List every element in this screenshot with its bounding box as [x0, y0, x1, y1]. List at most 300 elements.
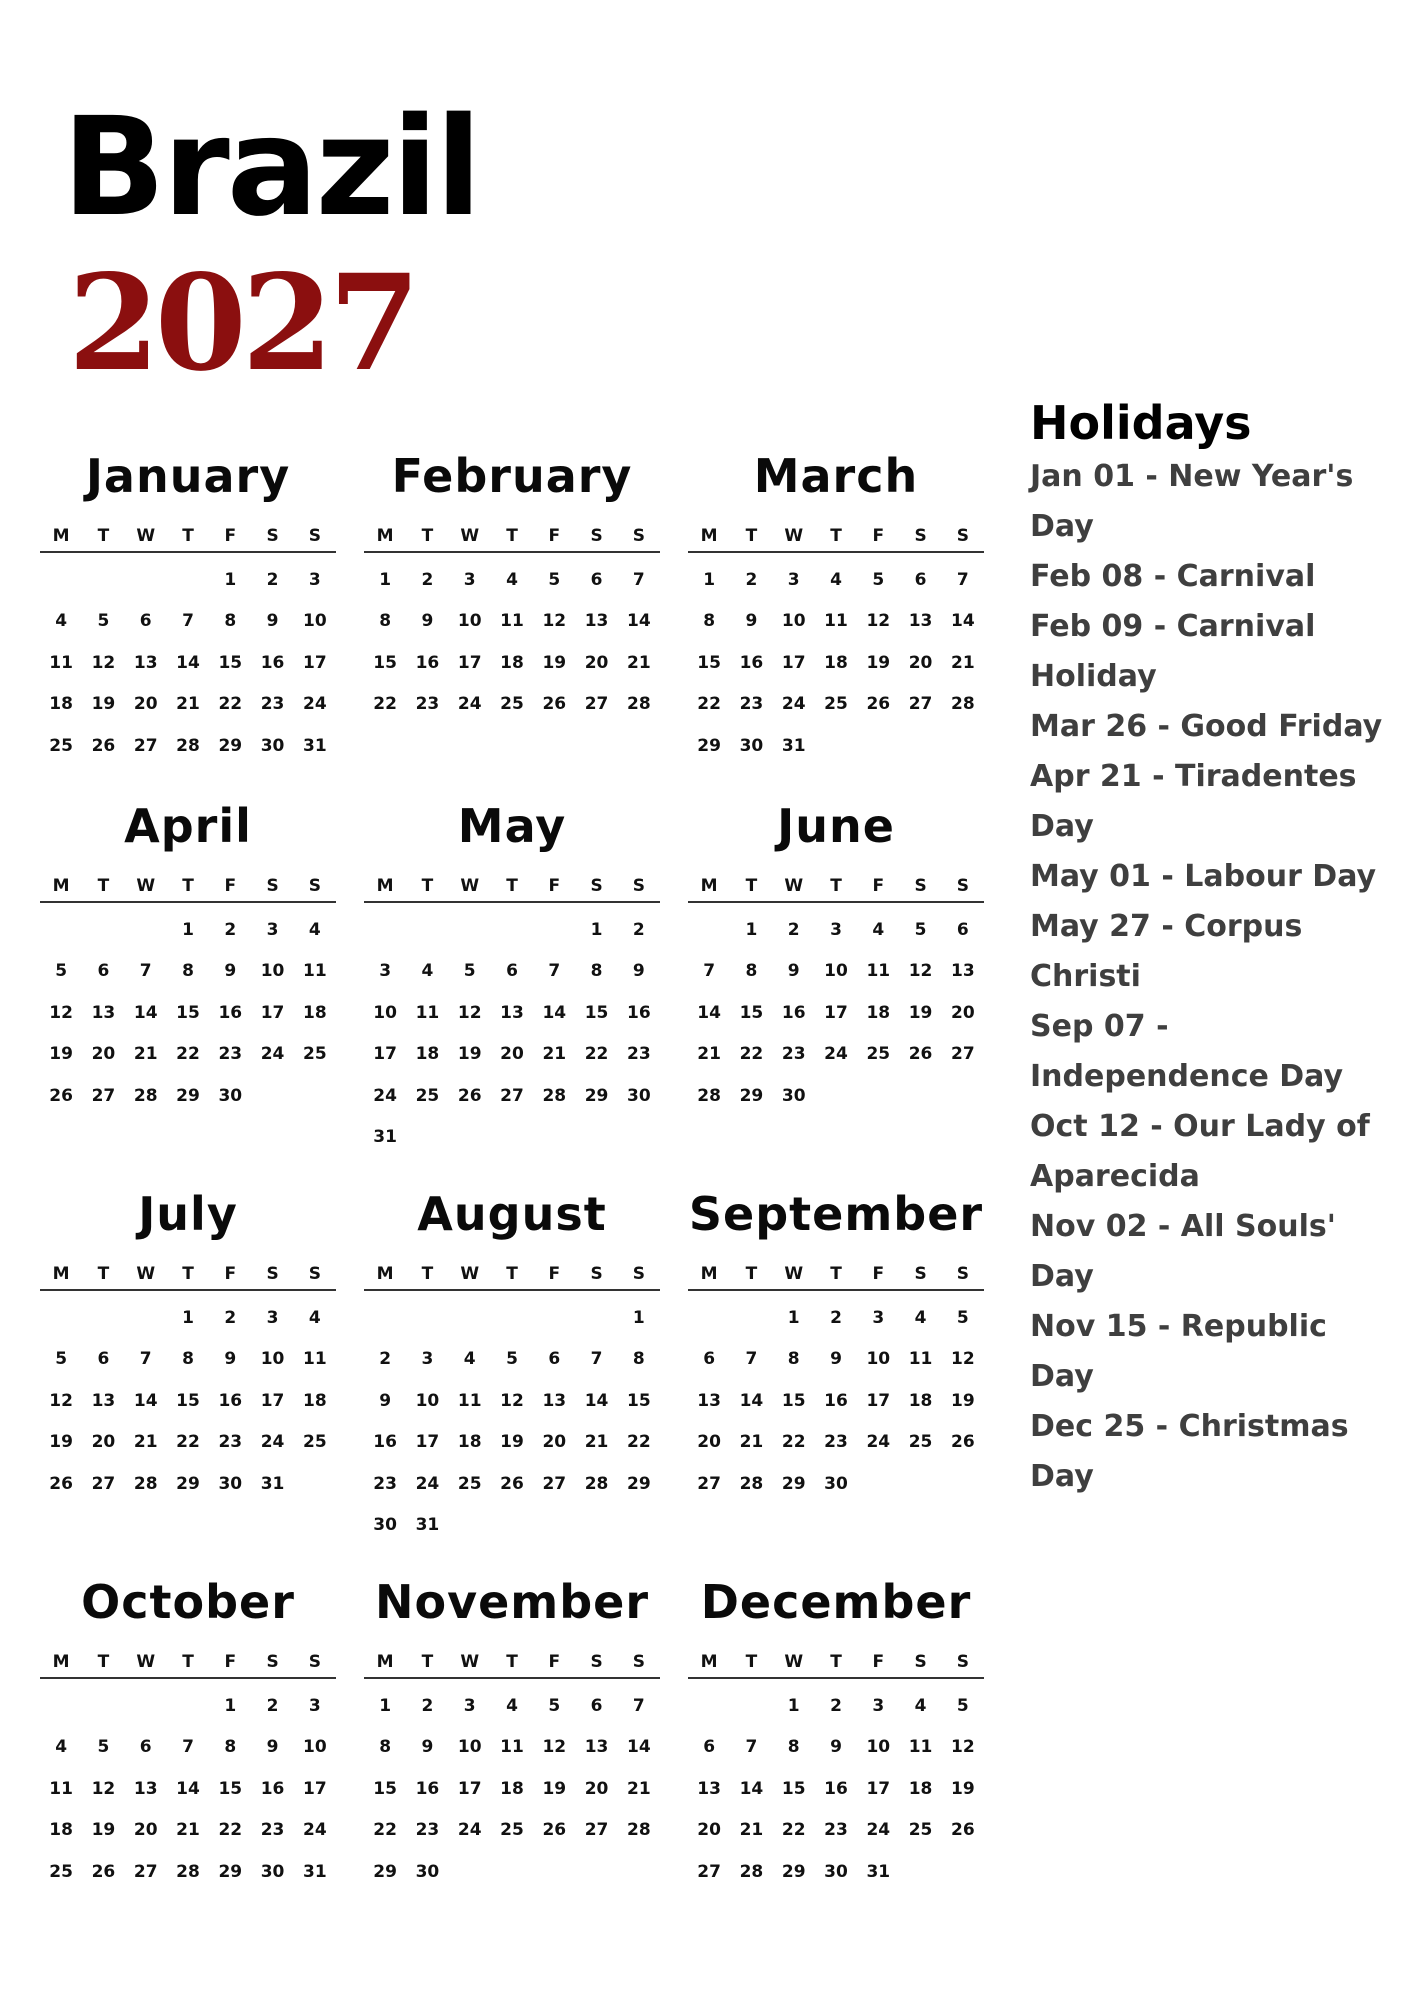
day-cell: 26 [542, 694, 567, 715]
holiday-item: May 01 - Labour Day [1030, 859, 1377, 894]
weekday-header [364, 871, 660, 903]
day-cell: 6 [548, 1349, 561, 1370]
day-cell: 17 [866, 1390, 891, 1411]
day-cell: 24 [781, 694, 806, 715]
weekday-label: S [956, 1652, 969, 1672]
day-cell: 1 [590, 919, 603, 940]
day-cell: 6 [139, 1737, 152, 1758]
day-cell: 15 [373, 1778, 397, 1799]
day-grid [364, 559, 660, 725]
day-cell: 26 [91, 1861, 116, 1882]
day-cell: 31 [373, 1127, 397, 1148]
month-november [364, 1571, 660, 1891]
day-cell: 5 [97, 1737, 110, 1758]
day-cell: 11 [908, 1737, 933, 1758]
day-cell: 21 [584, 1432, 609, 1453]
day-grid [40, 559, 336, 767]
day-cell: 27 [542, 1473, 567, 1494]
day-cell: 2 [224, 1307, 237, 1328]
day-cell: 3 [266, 1307, 279, 1328]
weekday-label: S [266, 1652, 279, 1672]
day-cell: 31 [260, 1473, 285, 1494]
weekday-label: F [548, 876, 561, 896]
month-january [40, 445, 336, 795]
weekday-label: M [376, 876, 394, 896]
day-cell: 25 [866, 1044, 891, 1065]
day-cell: 9 [421, 611, 434, 632]
day-cell: 19 [951, 1778, 975, 1799]
day-cell: 10 [373, 1002, 397, 1023]
day-cell: 29 [697, 735, 721, 756]
day-cell: 20 [584, 652, 609, 673]
weekday-label: T [97, 1264, 110, 1284]
day-cell: 6 [97, 961, 110, 982]
weekday-header [40, 521, 336, 553]
day-cell: 13 [133, 1778, 158, 1799]
day-cell: 30 [218, 1473, 243, 1494]
weekday-header [40, 1647, 336, 1679]
day-cell: 8 [703, 611, 716, 632]
weekday-label: M [700, 1264, 718, 1284]
day-cell: 5 [97, 611, 110, 632]
day-cell: 15 [781, 1390, 806, 1411]
day-cell: 23 [218, 1432, 243, 1453]
weekday-label: S [956, 876, 969, 896]
day-cell: 14 [627, 611, 651, 632]
day-cell: 29 [781, 1473, 806, 1494]
day-cell: 14 [739, 1390, 764, 1411]
day-cell: 25 [303, 1044, 327, 1065]
day-cell: 27 [133, 1861, 158, 1882]
weekday-label: S [266, 1264, 279, 1284]
weekday-label: S [632, 1652, 645, 1672]
day-cell: 8 [745, 961, 758, 982]
day-cell: 7 [548, 961, 561, 982]
day-cell: 4 [308, 1307, 321, 1328]
weekday-label: T [97, 526, 110, 546]
day-cell: 24 [457, 1820, 482, 1841]
day-cell: 10 [260, 1349, 285, 1370]
day-cell: 14 [133, 1390, 158, 1411]
day-cell: 1 [224, 1695, 237, 1716]
weekday-label: S [590, 1652, 603, 1672]
day-cell: 8 [590, 961, 603, 982]
day-cell: 6 [97, 1349, 110, 1370]
day-cell: 2 [266, 569, 279, 590]
day-cell: 22 [176, 1044, 200, 1065]
day-cell: 31 [866, 1861, 891, 1882]
day-cell: 12 [908, 961, 933, 982]
holiday-item: Jan 01 - New Year's Day [1030, 459, 1354, 544]
day-cell: 7 [139, 1349, 152, 1370]
weekday-label: W [136, 1652, 156, 1672]
day-grid [40, 1297, 336, 1505]
day-cell: 10 [457, 1737, 482, 1758]
day-cell: 21 [739, 1432, 764, 1453]
day-cell: 7 [703, 961, 716, 982]
weekday-label: M [700, 526, 718, 546]
day-cell: 1 [703, 569, 716, 590]
day-cell: 21 [542, 1044, 567, 1065]
day-grid [364, 909, 660, 1158]
day-cell: 3 [266, 919, 279, 940]
weekday-label: W [460, 876, 480, 896]
month-name: August [417, 1187, 607, 1241]
day-cell: 29 [176, 1473, 200, 1494]
weekday-label: M [700, 1652, 718, 1672]
day-cell: 26 [866, 694, 891, 715]
day-cell: 15 [176, 1002, 200, 1023]
day-cell: 22 [781, 1820, 806, 1841]
day-cell: 28 [133, 1473, 158, 1494]
day-cell: 19 [500, 1432, 524, 1453]
day-cell: 18 [866, 1002, 891, 1023]
month-name: December [700, 1575, 972, 1629]
weekday-label: T [745, 876, 758, 896]
day-cell: 4 [830, 569, 842, 590]
day-cell: 26 [457, 1085, 482, 1106]
day-cell: 7 [745, 1737, 758, 1758]
day-cell: 14 [627, 1737, 651, 1758]
day-cell: 16 [627, 1002, 651, 1023]
day-cell: 15 [627, 1390, 651, 1411]
day-cell: 2 [421, 569, 434, 590]
weekday-label: S [956, 526, 969, 546]
day-cell: 24 [303, 694, 327, 715]
day-cell: 9 [266, 611, 279, 632]
day-cell: 20 [91, 1044, 116, 1065]
day-cell: 17 [303, 652, 327, 673]
day-cell: 13 [91, 1390, 116, 1411]
day-cell: 23 [627, 1044, 651, 1065]
day-cell: 6 [914, 569, 927, 590]
day-cell: 21 [176, 1820, 200, 1841]
month-march [688, 445, 984, 795]
day-cell: 15 [176, 1390, 200, 1411]
day-cell: 16 [415, 652, 440, 673]
weekday-label: T [421, 1652, 434, 1672]
day-cell: 13 [500, 1002, 524, 1023]
weekday-label: W [460, 526, 480, 546]
day-cell: 13 [91, 1002, 116, 1023]
day-cell: 19 [908, 1002, 933, 1023]
day-cell: 19 [542, 652, 567, 673]
day-cell: 29 [739, 1085, 764, 1106]
day-cell: 29 [176, 1085, 200, 1106]
weekday-label: T [182, 1264, 194, 1284]
day-cell: 16 [739, 652, 764, 673]
day-cell: 1 [182, 1307, 194, 1328]
day-cell: 3 [463, 569, 476, 590]
day-cell: 8 [182, 961, 194, 982]
day-cell: 22 [218, 1820, 243, 1841]
day-cell: 13 [542, 1390, 567, 1411]
day-cell: 24 [373, 1085, 397, 1106]
day-cell: 9 [632, 961, 645, 982]
day-grid [364, 1297, 660, 1546]
weekday-label: W [460, 1652, 480, 1672]
month-name: November [374, 1575, 650, 1629]
day-cell: 11 [866, 961, 891, 982]
day-cell: 3 [787, 569, 800, 590]
day-cell: 26 [951, 1432, 975, 1453]
day-cell: 12 [91, 1778, 116, 1799]
day-cell: 18 [908, 1778, 933, 1799]
day-cell: 16 [218, 1390, 243, 1411]
day-grid [40, 1685, 336, 1893]
day-cell: 19 [91, 694, 116, 715]
month-july [40, 1183, 336, 1571]
weekday-label: T [745, 1264, 758, 1284]
weekday-label: S [308, 876, 321, 896]
day-cell: 7 [182, 611, 194, 632]
weekday-label: T [506, 1264, 518, 1284]
day-cell: 10 [866, 1349, 891, 1370]
day-cell: 23 [373, 1473, 397, 1494]
day-cell: 21 [951, 652, 975, 673]
day-cell: 3 [872, 1307, 885, 1328]
day-cell: 23 [824, 1432, 848, 1453]
weekday-label: S [632, 876, 645, 896]
day-cell: 20 [951, 1002, 975, 1023]
day-grid [688, 909, 984, 1117]
day-cell: 3 [830, 919, 842, 940]
day-cell: 21 [697, 1044, 721, 1065]
day-cell: 5 [55, 961, 68, 982]
day-cell: 16 [373, 1432, 397, 1453]
day-cell: 8 [632, 1349, 645, 1370]
day-cell: 17 [781, 652, 806, 673]
day-cell: 26 [49, 1473, 73, 1494]
weekday-label: F [548, 1264, 561, 1284]
day-cell: 13 [951, 961, 975, 982]
day-cell: 17 [260, 1390, 285, 1411]
day-cell: 28 [739, 1473, 764, 1494]
day-cell: 23 [824, 1820, 848, 1841]
day-cell: 22 [218, 694, 243, 715]
day-cell: 11 [824, 611, 848, 632]
day-cell: 15 [218, 652, 243, 673]
day-cell: 9 [224, 961, 237, 982]
weekday-label: T [506, 1652, 518, 1672]
holiday-item: Nov 15 - Republic Day [1030, 1309, 1327, 1394]
day-cell: 30 [373, 1515, 397, 1536]
day-cell: 1 [379, 1695, 392, 1716]
day-cell: 25 [908, 1432, 933, 1453]
day-cell: 28 [739, 1861, 764, 1882]
day-cell: 7 [182, 1737, 194, 1758]
day-cell: 4 [421, 961, 434, 982]
weekday-label: T [506, 876, 518, 896]
day-cell: 31 [415, 1515, 440, 1536]
weekday-header [40, 1259, 336, 1291]
day-cell: 6 [590, 569, 603, 590]
day-cell: 15 [697, 652, 721, 673]
day-cell: 20 [133, 1820, 158, 1841]
day-cell: 5 [956, 1695, 969, 1716]
day-grid [688, 1297, 984, 1505]
day-cell: 16 [260, 652, 285, 673]
day-cell: 30 [739, 735, 764, 756]
day-cell: 13 [584, 611, 609, 632]
weekday-label: W [784, 526, 804, 546]
day-cell: 22 [176, 1432, 200, 1453]
day-cell: 3 [379, 961, 392, 982]
weekday-label: T [182, 876, 194, 896]
weekday-label: S [632, 526, 645, 546]
month-name: January [85, 449, 291, 503]
day-cell: 12 [866, 611, 891, 632]
day-cell: 6 [703, 1737, 716, 1758]
day-cell: 16 [824, 1390, 848, 1411]
day-cell: 10 [866, 1737, 891, 1758]
day-cell: 18 [500, 652, 524, 673]
day-cell: 20 [500, 1044, 524, 1065]
day-cell: 19 [457, 1044, 482, 1065]
day-cell: 30 [627, 1085, 651, 1106]
day-cell: 18 [49, 1820, 73, 1841]
day-cell: 25 [303, 1432, 327, 1453]
day-cell: 25 [49, 735, 73, 756]
day-cell: 23 [415, 1820, 440, 1841]
weekday-label: F [224, 876, 237, 896]
month-name: July [138, 1187, 238, 1241]
day-cell: 25 [824, 694, 848, 715]
day-cell: 23 [739, 694, 764, 715]
day-cell: 13 [908, 611, 933, 632]
month-september [688, 1183, 984, 1571]
day-cell: 15 [373, 652, 397, 673]
day-cell: 25 [908, 1820, 933, 1841]
day-cell: 9 [745, 611, 758, 632]
day-cell: 5 [872, 569, 885, 590]
day-cell: 13 [133, 652, 158, 673]
holiday-item: Dec 25 - Christmas Day [1030, 1409, 1349, 1494]
weekday-label: F [548, 1652, 561, 1672]
day-cell: 22 [697, 694, 721, 715]
day-cell: 5 [506, 1349, 518, 1370]
weekday-label: T [745, 526, 758, 546]
day-cell: 4 [463, 1349, 476, 1370]
day-cell: 2 [379, 1349, 392, 1370]
day-cell: 20 [584, 1778, 609, 1799]
day-cell: 12 [49, 1390, 73, 1411]
weekday-label: S [590, 526, 603, 546]
weekday-label: S [266, 526, 279, 546]
day-cell: 3 [308, 1695, 321, 1716]
weekday-header [688, 1647, 984, 1679]
day-cell: 10 [457, 611, 482, 632]
day-cell: 7 [745, 1349, 758, 1370]
holiday-item: May 27 - Corpus Christi [1030, 909, 1303, 994]
day-cell: 28 [176, 1861, 200, 1882]
day-cell: 16 [260, 1778, 285, 1799]
day-cell: 30 [781, 1085, 806, 1106]
day-cell: 20 [908, 652, 933, 673]
weekday-label: T [421, 526, 434, 546]
holiday-item: Sep 07 - Independence Day [1030, 1009, 1344, 1094]
weekday-label: W [136, 526, 156, 546]
day-cell: 27 [500, 1085, 524, 1106]
holiday-item: Feb 09 - Carnival Holiday [1030, 609, 1316, 694]
day-cell: 26 [542, 1820, 567, 1841]
day-cell: 17 [866, 1778, 891, 1799]
day-cell: 14 [739, 1778, 764, 1799]
day-cell: 15 [739, 1002, 764, 1023]
day-cell: 24 [260, 1432, 285, 1453]
day-cell: 1 [787, 1695, 800, 1716]
day-cell: 3 [463, 1695, 476, 1716]
day-cell: 11 [303, 1349, 327, 1370]
day-cell: 11 [500, 611, 524, 632]
day-cell: 11 [49, 652, 73, 673]
day-cell: 14 [584, 1390, 609, 1411]
weekday-label: S [914, 1652, 927, 1672]
day-cell: 4 [308, 919, 321, 940]
day-cell: 9 [830, 1349, 842, 1370]
day-cell: 5 [55, 1349, 68, 1370]
weekday-label: T [182, 1652, 194, 1672]
day-cell: 11 [303, 961, 327, 982]
holiday-list [1030, 452, 1400, 1502]
month-may [364, 795, 660, 1183]
day-cell: 17 [457, 652, 482, 673]
day-cell: 29 [627, 1473, 651, 1494]
day-cell: 2 [830, 1695, 842, 1716]
day-cell: 9 [266, 1737, 279, 1758]
day-cell: 16 [415, 1778, 440, 1799]
day-cell: 24 [866, 1432, 891, 1453]
day-cell: 13 [697, 1390, 721, 1411]
day-cell: 22 [584, 1044, 609, 1065]
day-cell: 9 [421, 1737, 434, 1758]
weekday-label: F [872, 1652, 885, 1672]
day-cell: 1 [379, 569, 392, 590]
weekday-header [364, 1259, 660, 1291]
month-april [40, 795, 336, 1183]
weekday-label: T [421, 876, 434, 896]
day-cell: 23 [260, 694, 285, 715]
day-cell: 19 [542, 1778, 567, 1799]
day-cell: 12 [500, 1390, 524, 1411]
day-cell: 25 [457, 1473, 482, 1494]
day-cell: 18 [303, 1002, 327, 1023]
day-cell: 7 [956, 569, 969, 590]
weekday-label: F [224, 1652, 237, 1672]
weekday-label: M [376, 526, 394, 546]
day-cell: 4 [872, 919, 885, 940]
day-cell: 14 [176, 1778, 200, 1799]
holiday-item: Feb 08 - Carnival [1030, 559, 1316, 594]
weekday-label: S [914, 876, 927, 896]
weekday-label: T [745, 1652, 758, 1672]
day-cell: 3 [308, 569, 321, 590]
day-cell: 12 [951, 1737, 975, 1758]
day-cell: 21 [176, 694, 200, 715]
day-cell: 31 [303, 735, 327, 756]
day-cell: 6 [956, 919, 969, 940]
day-cell: 24 [260, 1044, 285, 1065]
day-cell: 2 [266, 1695, 279, 1716]
day-cell: 28 [627, 694, 651, 715]
day-cell: 10 [824, 961, 848, 982]
day-cell: 25 [500, 694, 524, 715]
weekday-label: T [97, 1652, 110, 1672]
day-cell: 2 [224, 919, 237, 940]
weekday-label: F [224, 1264, 237, 1284]
day-cell: 5 [956, 1307, 969, 1328]
day-cell: 7 [632, 569, 645, 590]
